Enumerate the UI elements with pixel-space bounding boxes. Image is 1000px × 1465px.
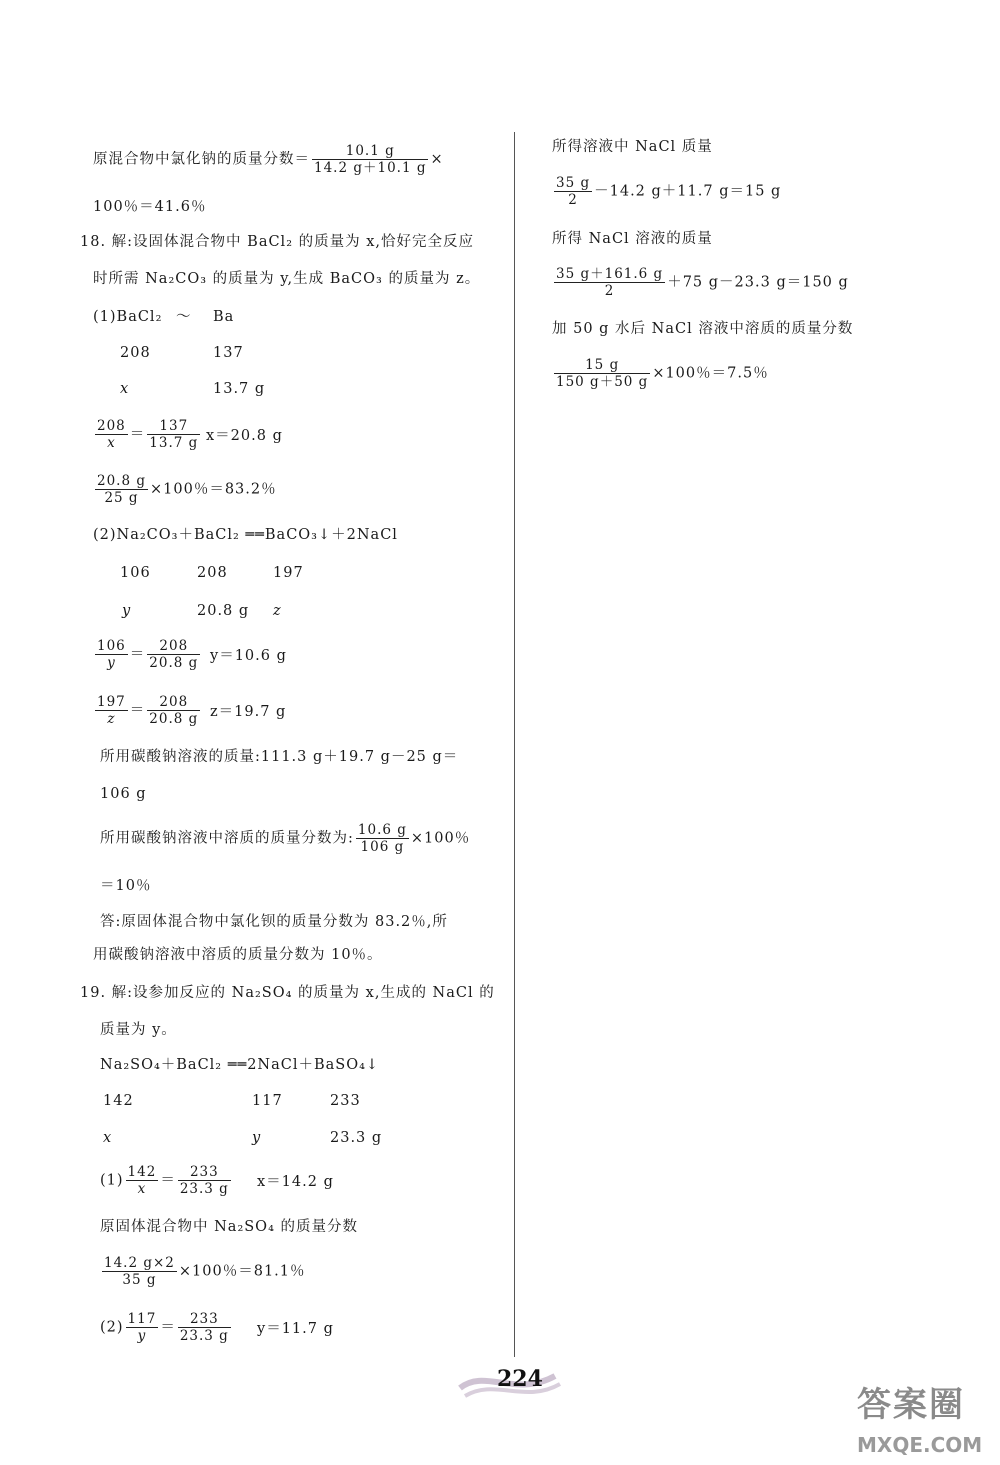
fraction: $\frac{208}{20.8 g}$ <box>149 694 199 727</box>
right-solution-mass-calc: $\frac{35 g+161.6 g}{2}$ ＋75 g－23.3 g＝150 g <box>556 266 849 299</box>
proportion-line: $\frac{197}{z}$ ＝ $\frac{208}{20.8 g}$ <box>97 694 199 727</box>
molar-mass: 117 <box>252 1093 283 1109</box>
right-dilution-label: 加 50 g 水后 NaCl 溶液中溶质的质量分数 <box>552 321 854 337</box>
variable: z <box>273 603 282 619</box>
fraction: $\frac{142}{x}$ <box>127 1164 157 1197</box>
value: 23.3 g <box>330 1130 383 1146</box>
fraction: $\frac{208}{20.8 g}$ <box>149 638 199 671</box>
fraction: $\frac{14.2 g\times 2}{35 g}$ <box>104 1255 175 1288</box>
result: x＝20.8 g <box>206 428 283 444</box>
nacl-fraction-line: 原混合物中氯化钠的质量分数＝ $\frac{10.1 g}{14.2 g+10.1 g}$ × <box>93 143 444 176</box>
solute-fraction-result: ＝10％ <box>100 878 152 894</box>
fraction: $\frac{35 g+161.6 g}{2}$ <box>556 266 664 299</box>
fraction: $\frac{35 g}{2}$ <box>556 175 591 208</box>
variable: y <box>122 603 132 619</box>
page-number: 224 <box>497 1366 543 1392</box>
molar-mass: 233 <box>330 1093 361 1109</box>
percentage-line: $\frac{14.2 g\times 2}{35 g}$ ×100％＝81.1％ <box>104 1255 306 1288</box>
watermark-url: MXQE.COM <box>857 1433 983 1457</box>
molar-mass: 142 <box>103 1093 134 1109</box>
solution-mass-line2: 106 g <box>100 786 147 802</box>
q18-intro-line1: 18. 解:设固体混合物中 BaCl₂ 的质量为 x,恰好完全反应 <box>80 234 475 250</box>
variable: x <box>120 381 130 397</box>
q19-fraction-label: 原固体混合物中 Na₂SO₄ 的质量分数 <box>100 1219 358 1235</box>
fraction: $\frac{197}{z}$ <box>97 694 126 727</box>
watermark-logo <box>857 1377 992 1457</box>
molar-mass: 106 <box>120 565 151 581</box>
value: 13.7 g <box>213 381 266 397</box>
fraction: $\frac{233}{23.3 g}$ <box>179 1164 229 1197</box>
variable: y <box>252 1130 262 1146</box>
q18-intro-line2: 时所需 Na₂CO₃ 的质量为 y,生成 BaCO₃ 的质量为 z。 <box>93 271 481 287</box>
fraction: $\frac{208}{x}$ <box>97 418 126 451</box>
value: 20.8 g <box>197 603 250 619</box>
right-dilution-calc: $\frac{15 g}{150 g+50 g}$ ×100％＝7.5％ <box>556 357 769 390</box>
answer-line2: 用碳酸钠溶液中溶质的质量分数为 10％。 <box>93 947 383 963</box>
fraction: $\frac{106}{y}$ <box>97 638 126 671</box>
molar-mass: 208 <box>197 565 228 581</box>
proportion-line: $\frac{208}{x}$ ＝ $\frac{137}{13.7 g}$ <box>97 418 199 451</box>
column-divider <box>514 132 515 1357</box>
q18-relation: (1)BaCl₂ <box>93 309 163 325</box>
reaction-equation: (2)Na₂CO₃＋BaCl₂ ══BaCO₃↓＋2NaCl <box>93 527 398 543</box>
fraction: $\frac{10.1 g}{14.2 g+10.1 g}$ <box>314 143 427 176</box>
solution-mass-line1: 所用碳酸钠溶液的质量:111.3 g＋19.7 g－25 g＝ <box>100 749 459 765</box>
molar-mass: 197 <box>273 565 304 581</box>
molar-mass: 208 <box>120 345 151 361</box>
solute-fraction-line: 所用碳酸钠溶液中溶质的质量分数为: $\frac{10.6 g}{106 g}$ ×100％ <box>100 822 471 855</box>
fraction: $\frac{20.8 g}{25 g}$ <box>97 473 146 506</box>
proportion-line: $\frac{106}{y}$ ＝ $\frac{208}{20.8 g}$ <box>97 638 199 671</box>
q19-intro-line1: 19. 解:设参加反应的 Na₂SO₄ 的质量为 x,生成的 NaCl 的 <box>80 985 495 1001</box>
fraction: $\frac{10.6 g}{106 g}$ <box>357 822 407 855</box>
percentage-line: $\frac{20.8 g}{25 g}$ ×100％＝83.2％ <box>97 473 277 506</box>
fraction: $\frac{15 g}{150 g+50 g}$ <box>556 357 649 390</box>
tilde: ～ <box>176 309 192 325</box>
proportion-line: (2) $\frac{117}{y}$ ＝ $\frac{233}{23.3 g}$ <box>100 1311 229 1344</box>
result: y＝10.6 g <box>210 648 287 664</box>
q19-intro-line2: 质量为 y。 <box>100 1022 177 1038</box>
watermark-title: 答案圈 <box>857 1385 965 1425</box>
right-nacl-mass-label: 所得溶液中 NaCl 质量 <box>552 139 713 155</box>
right-nacl-mass-calc: $\frac{35 g}{2}$ －14.2 g＋11.7 g＝15 g <box>556 175 782 208</box>
ba-symbol: Ba <box>213 309 235 325</box>
result: y＝11.7 g <box>257 1321 334 1337</box>
variable: x <box>103 1130 113 1146</box>
result: z＝19.7 g <box>210 704 287 720</box>
right-solution-mass-label: 所得 NaCl 溶液的质量 <box>552 231 713 247</box>
fraction: $\frac{117}{y}$ <box>127 1311 157 1344</box>
proportion-line: (1) $\frac{142}{x}$ ＝ $\frac{233}{23.3 g}$ <box>100 1164 229 1197</box>
nacl-result-line: 100％＝41.6％ <box>93 199 207 215</box>
reaction-equation: Na₂SO₄＋BaCl₂ ══2NaCl＋BaSO₄↓ <box>100 1057 380 1073</box>
fraction: $\frac{137}{13.7 g}$ <box>149 418 199 451</box>
result: x＝14.2 g <box>257 1174 334 1190</box>
answer-line1: 答:原固体混合物中氯化钡的质量分数为 83.2％,所 <box>100 914 448 930</box>
molar-mass: 137 <box>213 345 244 361</box>
fraction: $\frac{233}{23.3 g}$ <box>179 1311 229 1344</box>
